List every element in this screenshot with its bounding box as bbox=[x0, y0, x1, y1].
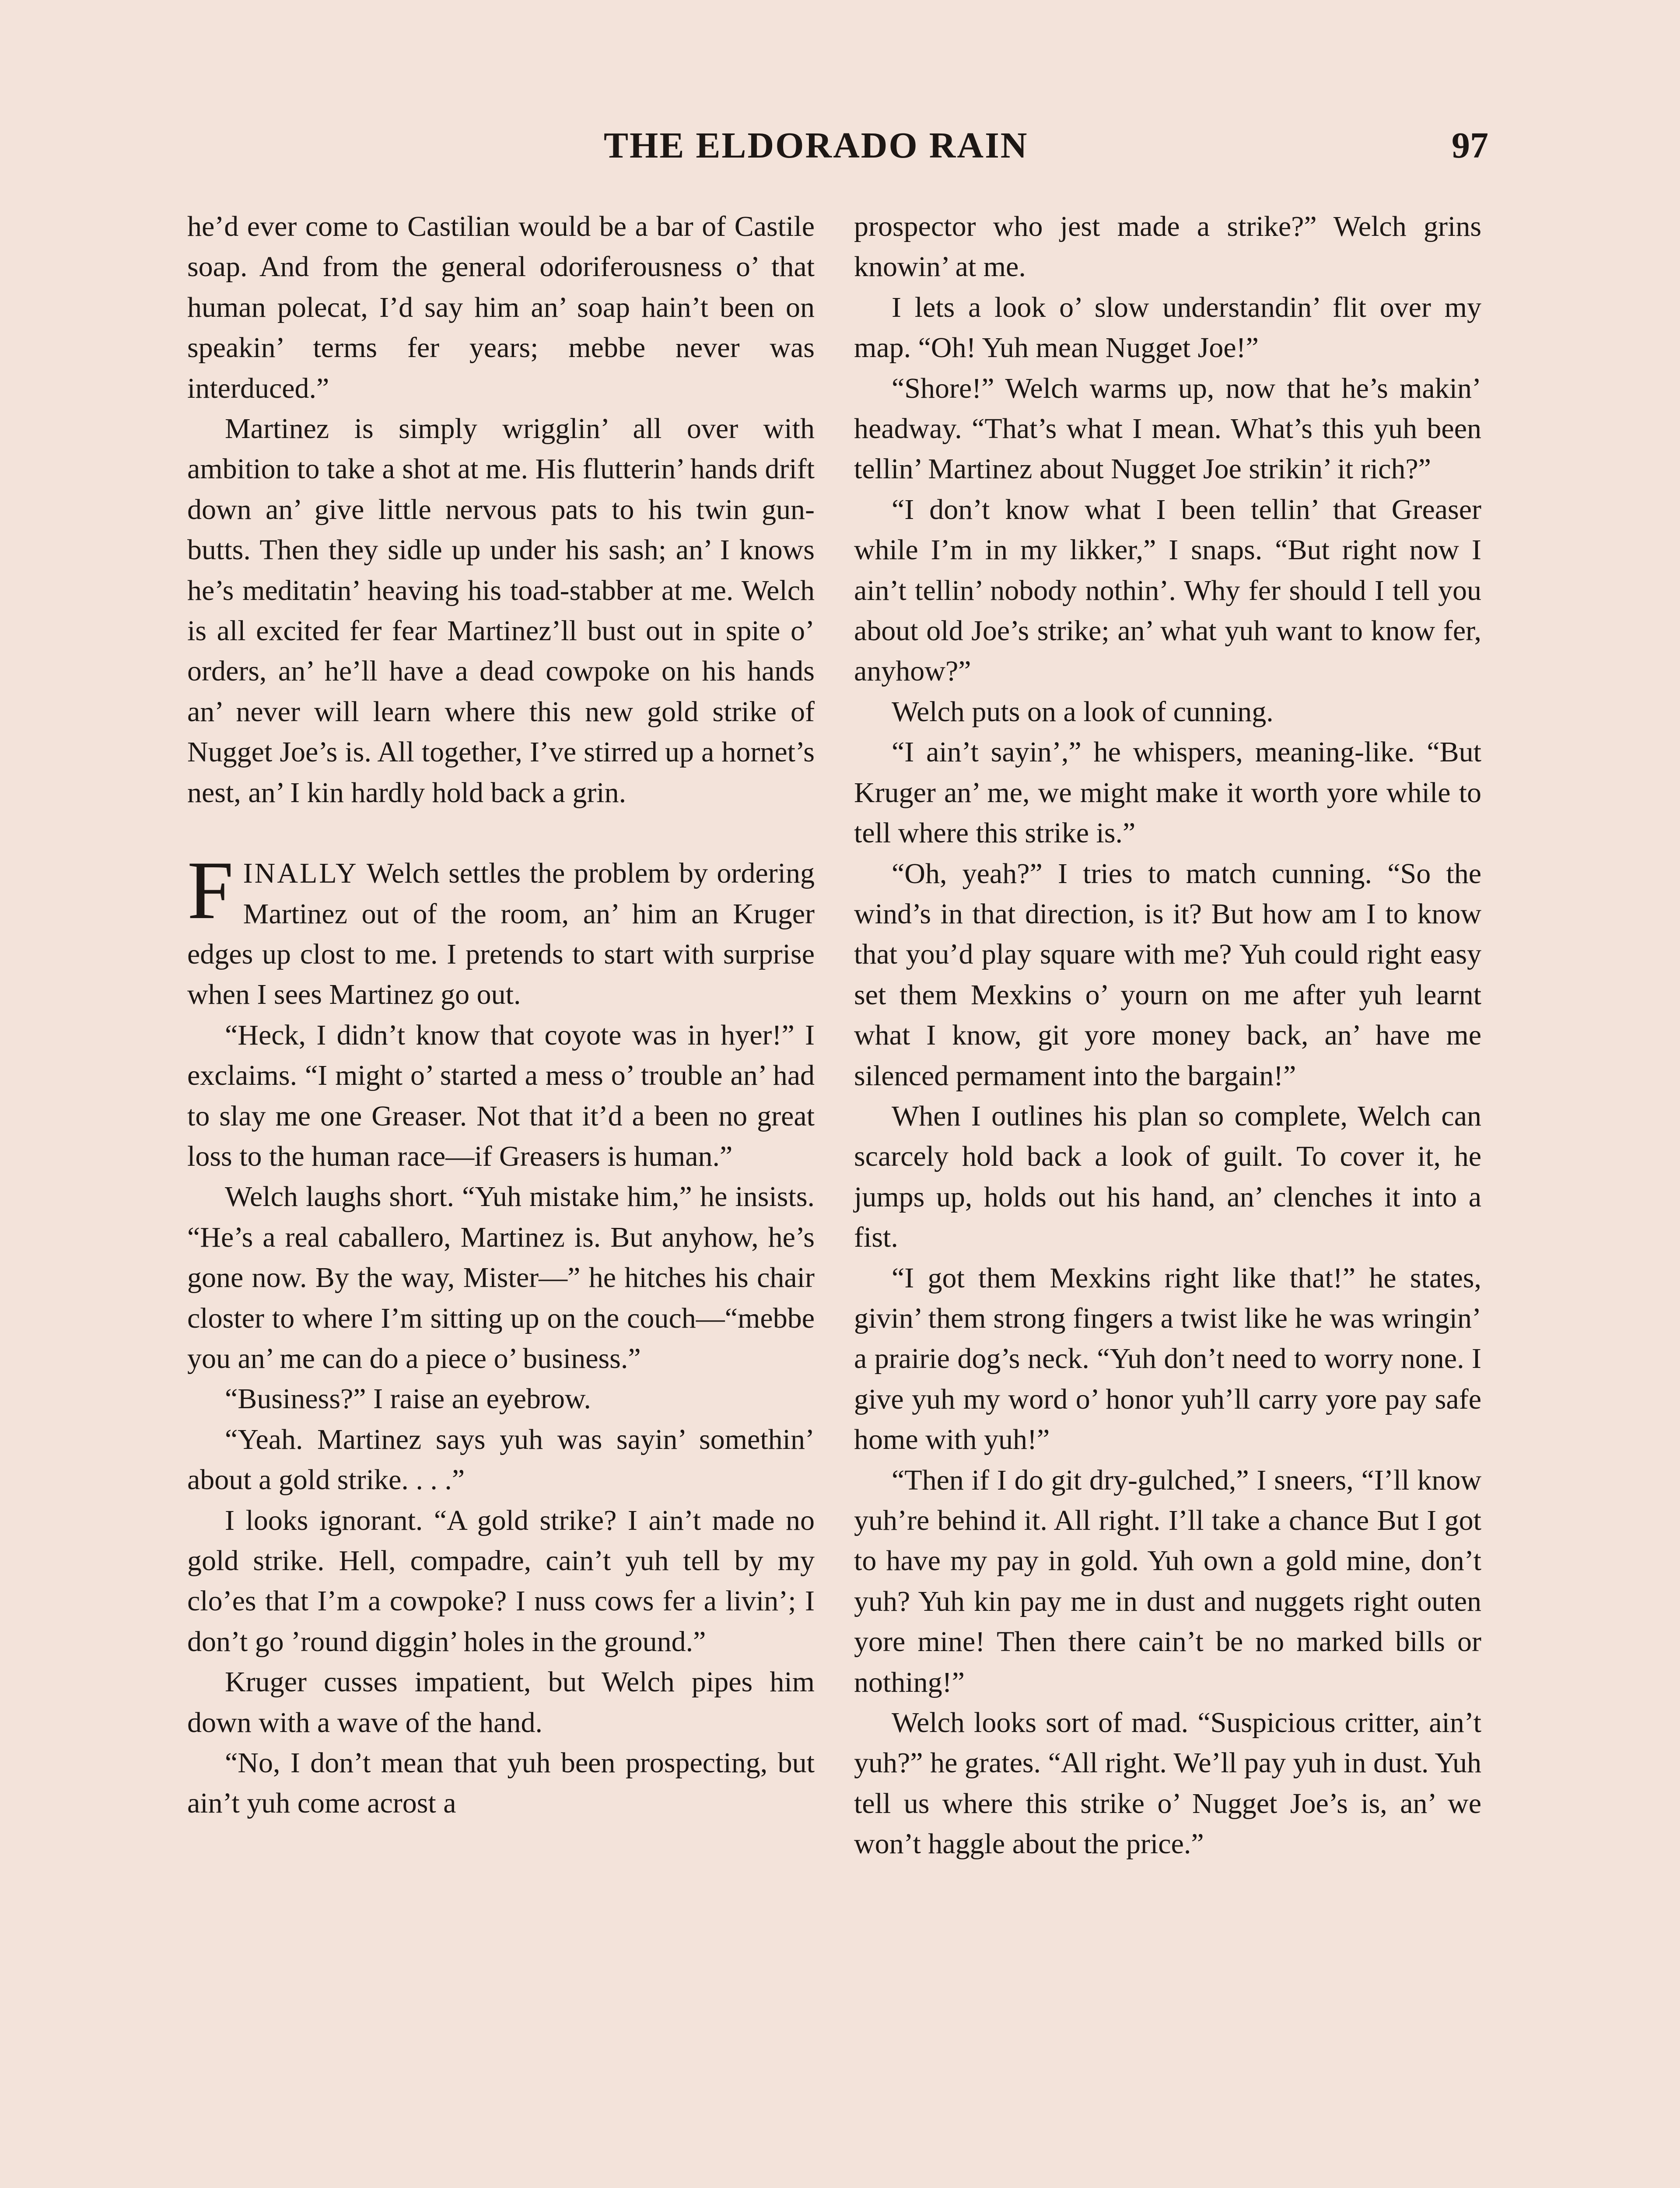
paragraph: “I got them Mexkins right like that!” he states, givin’ them strong fingers a twist like he was wringin’ a prairie dog’s neck. “Yuh don’t need to worry none. I give yuh my word o’ honor yuh’ll carry yore pay safe home with yuh!” bbox=[854, 1262, 1481, 1456]
paragraph: I lets a look o’ slow understandin’ flit over my map. “Oh! Yuh mean Nugget Joe!” bbox=[854, 291, 1481, 364]
paragraph: When I outlines his plan so complete, Welch can scarcely hold back a look of guilt. To cover it, he jumps up, holds out his hand, an’ clenches it into a fist. bbox=[854, 1100, 1481, 1254]
section-break bbox=[187, 813, 815, 853]
paragraph: “Yeah. Martinez says yuh was sayin’ somethin’ about a gold strike. . . .” bbox=[187, 1423, 815, 1496]
running-header-title: THE ELDORADO RAIN bbox=[604, 125, 1029, 166]
paragraph: Welch looks sort of mad. “Suspicious critter, ain’t yuh?” he grates. “All right. We’ll pay yuh in dust. Yuh tell us where this strike o’ Nugget Joe’s is, an’ we won’t haggle about the price.” bbox=[854, 1707, 1481, 1860]
paragraph: “I ain’t sayin’,” he whispers, meaning-like. “But Kruger an’ me, we might make it worth yore while to tell where this strike is.” bbox=[854, 736, 1481, 849]
paragraph: “Shore!” Welch warms up, now that he’s makin’ headway. “That’s what I mean. What’s this yuh been tellin’ Martinez about Nugget Joe strikin’ it rich?” bbox=[854, 372, 1481, 485]
paragraph: “I don’t know what I been tellin’ that Greaser while I’m in my likker,” I snaps. “But right now I ain’t tellin’ nobody nothin’. Why fer should I tell you about old Joe’s strike; an’ what yuh want to know fer, anyhow?” bbox=[854, 493, 1481, 687]
paragraph: Kruger cusses impatient, but Welch pipes him down with a wave of the hand. bbox=[187, 1666, 815, 1739]
drop-cap: F bbox=[187, 845, 234, 937]
paragraph: I looks ignorant. “A gold strike? I ain’t made no gold strike. Hell, compadre, cain’t yuh tell by my clo’es that I’m a cowpoke? I nuss cows fer a livin’; I don’t go ’round diggin’ holes in the ground.” bbox=[187, 1504, 815, 1658]
paragraph: “Business?” I raise an eyebrow. bbox=[225, 1383, 591, 1415]
paragraph: Martinez is simply wrigglin’ all over with ambition to take a shot at me. His flutterin’ hands drift down an’ give little nervous pats to his twin gun-butts. Then they sidle up under his sash; an’ I knows he’s meditatin’ heaving his toad-stabber at me. Welch is all excited fer fear Martinez’ll bust out in spite o’ orders, an’ he’ll have a dead cowpoke on his hands an’ never will learn where this new gold strike of Nugget Joe’s is. All together, I’ve stirred up a hornet’s nest, an’ I kin hardly hold back a grin. bbox=[187, 413, 815, 809]
paragraph: Welch puts on a look of cunning. bbox=[892, 695, 1274, 728]
paragraph: Welch laughs short. “Yuh mistake him,” he insists. “He’s a real caballero, Martinez is. But anyhow, he’s gone now. By the way, Mister—” he hitches his chair closter to where I’m sitting up on the couch—“mebbe you an’ me can do a piece o’ business.” bbox=[187, 1181, 815, 1375]
paragraph: he’d ever come to Castilian would be a bar of Castile soap. And from the general odoriferousness o’ that human polecat, I’d say him an’ soap hain’t been on speakin’ terms fer years; mebbe never was interduced.” bbox=[187, 210, 815, 404]
paragraph: “No, I don’t mean that yuh been prospecting, but ain’t yuh come acrost a bbox=[187, 1747, 815, 1820]
paragraph: “Heck, I didn’t know that coyote was in hyer!” I exclaims. “I might o’ started a mess o’ trouble an’ had to slay me one Greaser. Not that it’d a been no great loss to the human race—if Greasers is human.” bbox=[187, 1019, 815, 1172]
opening-text: Welch settles the problem by ordering Martinez out of the room, an’ him an Kruger edges up clost to me. I pretends to start with surprise when I sees Martinez go out. bbox=[187, 857, 815, 1011]
page-number: 97 bbox=[1452, 125, 1488, 166]
section-opening-paragraph bbox=[187, 845, 815, 1015]
paragraph: “Oh, yeah?” I tries to match cunning. “So the wind’s in that direction, is it? But how am I to know that you’d play square with me? Yuh could right easy set them Mexkins o’ yourn on me after yuh learnt what I know, git yore money back, an’ have me silenced permament into the bargain!” bbox=[854, 857, 1481, 1092]
lead-caps: INALLY bbox=[243, 857, 358, 890]
left-column bbox=[187, 207, 815, 1824]
right-column bbox=[854, 207, 1481, 1865]
paragraph: “Then if I do git dry-gulched,” I sneers, “I’ll know yuh’re behind it. All right. I’ll take a chance But I got to have my pay in gold. Yuh own a gold mine, don’t yuh? Yuh kin pay me in dust and nuggets right outen yore mine! Then there cain’t be no marked bills or nothing!” bbox=[854, 1464, 1481, 1698]
paragraph: prospector who jest made a strike?” Welch grins knowin’ at me. bbox=[854, 210, 1481, 283]
